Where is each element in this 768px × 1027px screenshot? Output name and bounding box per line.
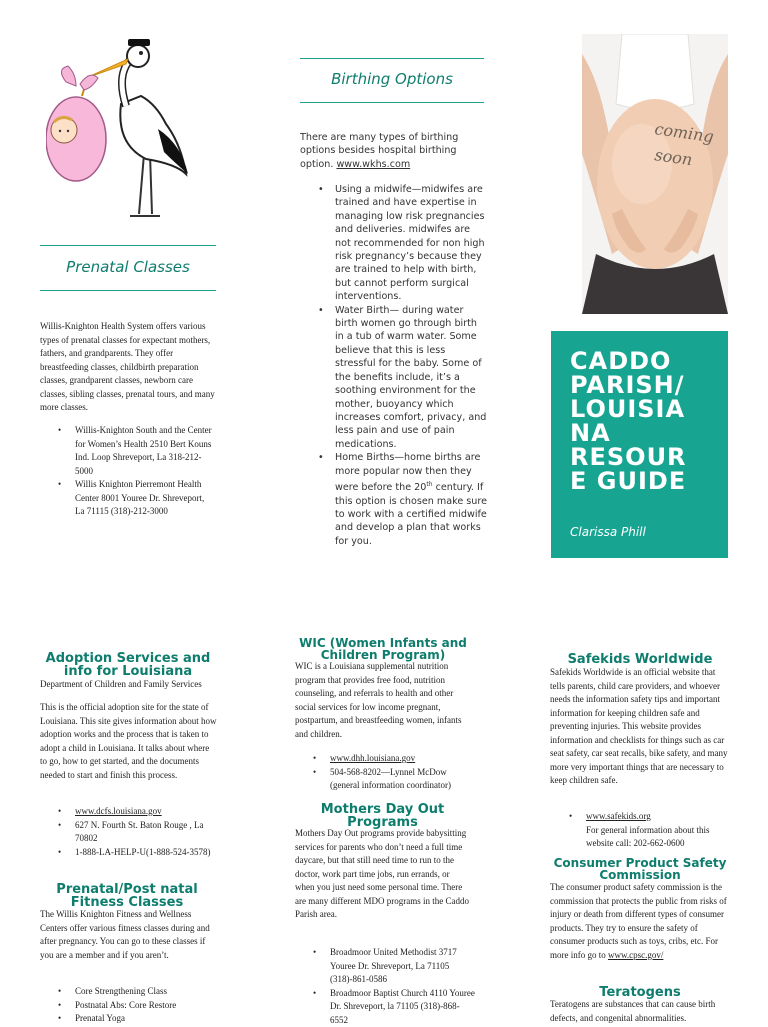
cover-title [570, 349, 720, 493]
mdo-list [330, 946, 475, 1027]
stork-illustration [46, 34, 196, 224]
home-births-text-b: century. If this option is chosen make sure to work with a certified midwife and develop a plan that works for you. [335, 482, 487, 547]
wkhs-link[interactable]: www.wkhs.com [336, 159, 410, 170]
location-item: • Willis-Knighton South and the Center for Women’s Health 2510 Bert Kouns Ind. Loop Shreveport, La 318-212-5000 [75, 424, 215, 478]
birthing-options-list [335, 183, 487, 548]
safekids-body: Safekids Worldwide is an official website that tells parents, child care providers, and whoever needs the information safety tips and important information for keeping children safe and preventing injuries. This website provides information and checklists for things such as car seat safety, car seat recalls, bike safety, and many more very important things that are necessary to keep children safe. [550, 666, 728, 788]
cpsc-body [550, 881, 728, 962]
adoption-title: Adoption Services and info for Louisiana [38, 652, 218, 678]
mdo-body: Mothers Day Out programs provide babysitting services for parents who don’t need a full time daycare, but that still need time to run to the doctor, work part time jobs, run errands, or when you just need some personal time. There are many different MDO programs in the Caddo Parish area. [295, 827, 470, 922]
pregnant-belly-photo [582, 34, 728, 314]
wic-contact: • 504-568-8202—Lynnel McDow (general information coordinator) [330, 766, 475, 793]
cover-title-line: E GUIDE [570, 469, 720, 493]
cpsc-body-text: The consumer product safety commission is the commission that protects the public from risks of injury or death from different types of consumer products. They try to ensure the safety of consumer products such as toys, cribs, etc. For more info go to [550, 882, 727, 960]
safekids-list [586, 810, 726, 851]
birthing-option: • Using a midwife—midwifes are trained and have expertise in managing low risk pregnancies and deliveries. midwifes are not recommended for non high risk pregnancy’s because they are trained to help with birth, but cannot perform surgical interventions. [335, 183, 487, 304]
home-births-text-a: Home Births—home births are more popular now then they were before the 20 [335, 452, 480, 493]
cover-title-line: RESOUR [570, 445, 720, 469]
belly-text-coming: coming [653, 119, 715, 146]
location-item: • Willis Knighton Pierremont Health Center 8001 Youree Dr. Shreveport, La 71115 (318)-212-3000 [75, 478, 215, 519]
safekids-phone: For general information about this website call: 202-662-0600 [586, 825, 709, 849]
cover-title-line: NA [570, 421, 720, 445]
teratogens-body: Teratogens are substances that can cause birth defects, and congenital abnormalities. [550, 998, 728, 1025]
mdo-title: Mothers Day Out Programs [300, 803, 465, 829]
safekids-link[interactable]: www.safekids.org [586, 811, 651, 821]
adoption-link[interactable]: • www.dcfs.louisiana.gov [75, 805, 220, 819]
prenatal-locations-list [75, 424, 215, 519]
cover-title-line: LOUISIA [570, 397, 720, 421]
divider-top [300, 58, 484, 59]
cpsc-title: Consumer Product Safety Commission [552, 858, 728, 881]
birthing-options-title: Birthing Options [300, 70, 484, 88]
fitness-item: • Prenatal Yoga [75, 1012, 220, 1026]
adoption-list [75, 805, 220, 859]
divider-bottom [40, 290, 216, 291]
birthing-intro [300, 131, 470, 171]
cover-title-line: PARISH/ [570, 373, 720, 397]
prenatal-classes-title: Prenatal Classes [40, 258, 216, 276]
birthing-option [335, 451, 487, 548]
wic-list [330, 752, 475, 793]
adoption-dept: Department of Children and Family Services [40, 678, 225, 692]
safekids-title: Safekids Worldwide [552, 652, 728, 667]
fitness-list [75, 985, 220, 1026]
belly-text-soon: soon [653, 145, 693, 169]
mdo-item: • Broadmoor United Methodist 3717 Youree Dr. Shreveport, La 71105 (318)-861-0586 [330, 946, 475, 987]
cover-title-line: CADDO [570, 349, 720, 373]
wic-link[interactable]: • www.dhh.louisiana.gov [330, 752, 475, 766]
birthing-intro-text: There are many types of birthing options besides hospital birthing option. [300, 132, 458, 170]
wic-body: WIC is a Louisiana supplemental nutrition program that provides free food, nutrition counseling, and referrals to health and other social services for low income pregnant, postpartum, and breastfeeding women, infants and children. [295, 660, 473, 741]
cover-author: Clarissa Phill [570, 525, 646, 539]
cover-title-box [551, 331, 728, 558]
divider-top [40, 245, 216, 246]
fitness-title: Prenatal/Post natal Fitness Classes [42, 883, 212, 909]
divider-bottom [300, 102, 484, 103]
fitness-item: • Core Strengthening Class [75, 985, 220, 999]
adoption-address: • 627 N. Fourth St. Baton Rouge , La 70802 [75, 819, 220, 846]
safekids-item [586, 810, 726, 851]
teratogens-title: Teratogens [552, 985, 728, 1000]
home-births-sup: th [426, 481, 432, 488]
fitness-body: The Willis Knighton Fitness and Wellness Centers offer various fitness classes during and after pregnancy. You can go to these classes if you are a member and if you aren’t. [40, 908, 220, 962]
adoption-body: This is the official adoption site for the state of Louisiana. This site gives information about how adoption works and the process that is taken to adopt a child in Louisiana. It talks about where to go, how to get started, and the documents needed to start and finish this process. [40, 701, 218, 782]
adoption-phone: • 1-888-LA-HELP-U(1-888-524-3578) [75, 846, 220, 860]
cpsc-link[interactable]: www.cpsc.gov/ [608, 950, 663, 960]
wic-title: WIC (Women Infants and Children Program) [293, 638, 473, 661]
birthing-option: • Water Birth— during water birth women go through birth in a tub of warm water. Some believe that this is less stressful for the baby. Some of the benefits include, it’s a soothing environment for the mother, buoyancy which increases comfort, privacy, and less pain and use of pain medications. [335, 304, 487, 451]
prenatal-classes-intro: Willis-Knighton Health System offers various types of prenatal classes for expectant mothers, fathers, and grandparents. They offer breastfeeding classes, childbirth preparation classes, grandparent classes, newborn care classes, sibling classes, prenatal tours, and many more classes. [40, 320, 220, 415]
mdo-item: • Broadmoor Baptist Church 4110 Youree Dr. Shreveport, la 71105 (318)-868-6552 [330, 987, 475, 1027]
fitness-item: • Postnatal Abs: Core Restore [75, 999, 220, 1013]
